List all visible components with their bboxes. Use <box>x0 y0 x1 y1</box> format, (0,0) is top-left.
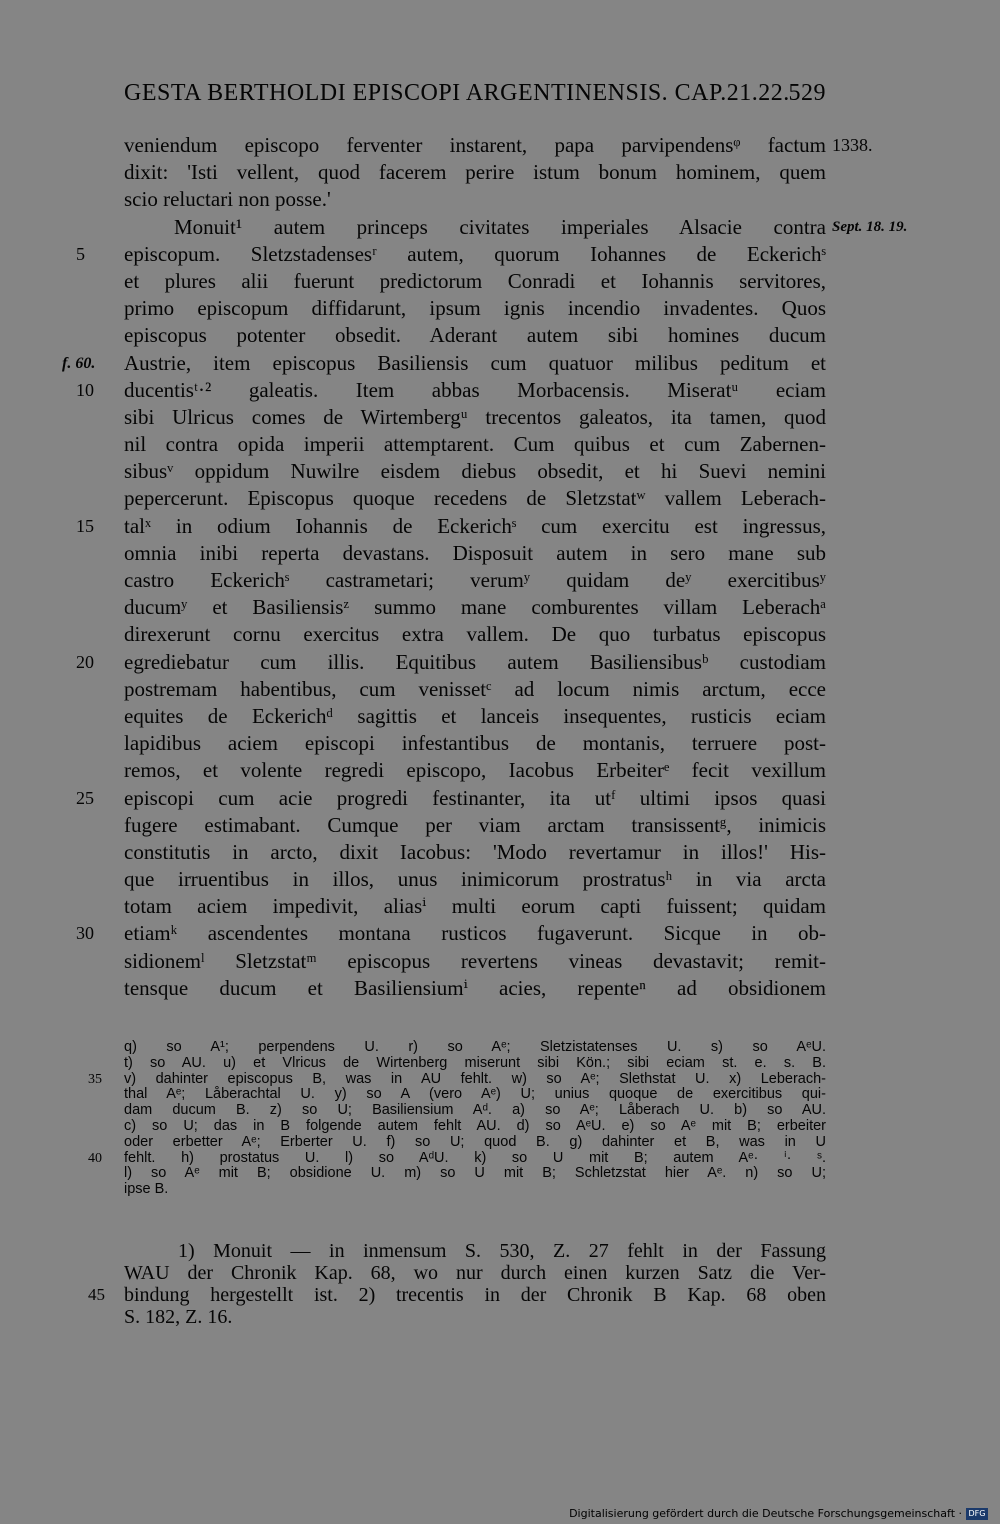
text-line-content: talˣ in odium Iohannis de Eckerichˢ cum exercitu est ingressus, <box>124 513 826 538</box>
text-line <box>124 676 826 703</box>
dfg-logo: DFG <box>966 1508 988 1520</box>
footnote-line <box>124 1056 826 1072</box>
text-line <box>124 975 826 1002</box>
text-line-content: equites de Eckerichᵈ sagittis et lanceis insequentes, rusticis eciam <box>124 703 826 728</box>
footnote-line <box>124 1182 826 1198</box>
text-line-content: episcopum. Sletzstadensesʳ autem, quorum Iohannes de Eckerichˢ <box>124 241 826 266</box>
text-line-content: episcopus potenter obsedit. Aderant autem sibi homines ducum <box>124 323 826 348</box>
text-line <box>124 186 826 213</box>
note-line <box>124 1240 826 1262</box>
text-line-content: pepercerunt. Episcopus quoque recedens de Sletzstatʷ vallem Leberach- <box>124 486 826 511</box>
text-line-content: dixit: 'Isti vellent, quod facerem perire istum bonum hominem, quem <box>124 160 826 185</box>
footnote-line <box>124 1135 826 1151</box>
note-line-content: 1) Monuit — in inmensum S. 530, Z. 27 fehlt in der Fassung <box>178 1240 826 1262</box>
line-number: 20 <box>76 651 94 672</box>
text-line-content: primo episcopum diffidarunt, ipsum ignis incendio invadentes. Quos <box>124 296 826 321</box>
line-number: 35 <box>88 1071 102 1087</box>
footnote-line-content: l) so Aᵉ mit B; obsidione U. m) so U mit B; Schletzstat hier Aᵉ. n) so U; <box>124 1165 826 1182</box>
text-line-content: omnia inibi reperta devastans. Disposuit autem in sero mane sub <box>124 540 826 565</box>
text-line-content: direxerunt cornu exercitus extra vallem. De quo turbatus episcopus <box>124 622 826 647</box>
note-line-content: bindung hergestellt ist. 2) trecentis in der Chronik B Kap. 68 oben <box>124 1284 826 1306</box>
critical-apparatus <box>88 1039 826 1198</box>
header-title: GESTA BERTHOLDI EPISCOPI ARGENTINENSIS. CAP.21.22. <box>124 80 790 106</box>
footnote-line-content: oder erbetter Aᵉ; Erberter U. f) so U; quod B. g) dahinter et B, was in U <box>124 1133 826 1150</box>
explanatory-notes <box>88 1240 826 1328</box>
margin-folio: f. 60. <box>62 354 96 372</box>
text-line <box>76 920 826 947</box>
text-line <box>76 241 826 268</box>
text-line <box>124 757 826 784</box>
line-number: 45 <box>88 1285 105 1304</box>
main-text <box>62 132 908 1002</box>
running-header <box>124 80 826 107</box>
text-line-content: postremam habentibus, cum venissetᶜ ad locum nimis arctum, ecce <box>124 676 826 701</box>
footnote-line <box>88 1149 826 1167</box>
text-line <box>124 540 826 567</box>
text-line <box>124 431 826 458</box>
text-line-content: remos, et volente regredi episcopo, Iacobus Erbeiterᵉ fecit vexillum <box>124 758 826 783</box>
text-line-content: et plures alii fuerunt predictorum Conradi et Iohannis servitores, <box>124 268 826 293</box>
text-line <box>124 948 826 975</box>
text-line <box>124 594 826 621</box>
footer-text: Digitalisierung gefördert durch die Deutsche Forschungsgemeinschaft · <box>569 1507 962 1520</box>
text-line <box>124 485 826 512</box>
text-line <box>124 295 826 322</box>
text-line-content: egrediebatur cum illis. Equitibus autem Basiliensibusᵇ custodiam <box>124 649 826 674</box>
note-line <box>124 1306 826 1328</box>
text-line <box>62 350 826 377</box>
text-line <box>124 322 826 349</box>
text-line <box>124 839 826 866</box>
footnote-line-content: fehlt. h) prostatus U. l) so AᵈU. k) so U mit B; autem Aᵉ· ⁱ· ˢ. <box>124 1149 826 1166</box>
text-line-content: fugere estimabant. Cumque per viam arctam transissentᵍ, inimicis <box>124 812 826 837</box>
text-line-content: episcopi cum acie progredi festinanter, ita utᶠ ultimi ipsos quasi <box>124 785 826 810</box>
margin-date: Sept. 18. 19. <box>832 218 908 235</box>
note-line <box>124 1262 826 1284</box>
text-line-content: lapidibus aciem episcopi infestantibus de montanis, terruere post- <box>124 731 826 756</box>
footnote-line <box>88 1070 826 1088</box>
footnote-line-content: c) so U; das in B folgende autem fehlt AU. d) so AᵉU. e) so Aᵉ mit B; erbeiter <box>124 1117 826 1134</box>
text-line-content: nil contra opida imperii attemptarent. Cum quibus et cum Zabernen- <box>124 432 826 457</box>
text-line <box>124 458 826 485</box>
dfg-footer <box>569 1507 988 1520</box>
footnote-line-content: t) so AU. u) et Vlricus de Wirtenberg miserunt sibi Kön.; sibi eciam st. e. s. B. <box>124 1054 826 1071</box>
text-line-content: scio reluctari non posse.' <box>124 187 331 212</box>
margin-date: 1338. <box>832 135 873 155</box>
line-number: 15 <box>76 515 94 536</box>
text-line <box>76 649 826 676</box>
footnote-line-content: v) dahinter episcopus B, was in AU fehlt. w) so Aᵉ; Slethstat U. x) Leberach- <box>124 1070 826 1087</box>
line-number: 40 <box>88 1150 102 1166</box>
text-line-content: constitutis in arcto, dixit Iacobus: 'Modo revertamur in illos!' His- <box>124 839 826 864</box>
line-number: 25 <box>76 787 94 808</box>
text-line <box>124 812 826 839</box>
text-line-content: etiamᵏ ascendentes montana rusticos fugaverunt. Sicque in ob- <box>124 921 826 946</box>
text-line <box>124 567 826 594</box>
footnote-line-content: dam ducum B. z) so U; Basiliensium Aᵈ. a) so Aᵉ; Låberach U. b) so AU. <box>124 1102 826 1119</box>
text-line <box>124 404 826 431</box>
note-line-content: WAU der Chronik Kap. 68, wo nur durch einen kurzen Satz die Ver- <box>124 1262 826 1284</box>
footnote-line <box>124 1119 826 1135</box>
text-line <box>124 621 826 648</box>
text-line-content: ducentisᵗ·² galeatis. Item abbas Morbacensis. Miseratᵘ eciam <box>124 377 826 402</box>
text-line-content: tensque ducum et Basiliensiumⁱ acies, repenteⁿ ad obsidionem <box>124 975 826 1000</box>
line-number: 30 <box>76 923 94 944</box>
text-line-content: Monuit¹ autem princeps civitates imperiales Alsacie contra <box>174 214 826 239</box>
footnote-line-content: thal Aᵉ; Låberachtal U. y) so A (vero Aᵉ) U; unius quoque de exercitibus qui- <box>124 1086 826 1103</box>
footnote-line <box>124 1087 826 1103</box>
text-line <box>124 214 908 241</box>
text-line <box>76 785 826 812</box>
text-line <box>124 132 873 159</box>
footnote-line <box>124 1103 826 1119</box>
text-line-content: totam aciem impedivit, aliasⁱ multi eorum capti fuissent; quidam <box>124 894 826 919</box>
text-line-content: ducumʸ et Basiliensisᶻ summo mane comburentes villam Leberachᵃ <box>124 595 826 620</box>
footnote-line <box>124 1166 826 1182</box>
text-line-content: Austrie, item episcopus Basiliensis cum quatuor milibus peditum et <box>124 350 826 375</box>
note-line <box>88 1284 826 1306</box>
text-line-content: sidionemˡ Sletzstatᵐ episcopus revertens vineas devastavit; remit- <box>124 948 826 973</box>
text-line-content: castro Eckerichˢ castrametari; verumʸ quidam deʸ exercitibusʸ <box>124 568 826 592</box>
line-number: 5 <box>76 243 85 264</box>
text-line <box>124 159 826 186</box>
line-number: 10 <box>76 379 94 400</box>
text-line-content: sibi Ulricus comes de Wirtembergᵘ trecentos galeatos, ita tamen, quod <box>124 404 826 429</box>
text-line <box>124 730 826 757</box>
text-line <box>124 703 826 730</box>
text-line <box>76 377 826 404</box>
text-line-content: sibusᵛ oppidum Nuwilre eisdem diebus obsedit, et hi Suevi nemini <box>124 459 826 484</box>
text-line-content: que irruentibus in illos, unus inimicorum prostratusʰ in via arcta <box>124 867 826 892</box>
page-number: 529 <box>788 80 826 106</box>
text-line-content: veniendum episcopo ferventer instarent, papa parvipendensᵠ factum <box>124 133 826 157</box>
footnote-line-content: q) so A¹; perpendens U. r) so Aᵉ; Sletzistatenses U. s) so AᵉU. <box>124 1039 826 1055</box>
footnote-line-content: ipse B. <box>124 1181 169 1198</box>
text-line <box>124 268 826 295</box>
footnote-line <box>124 1040 826 1056</box>
note-line-content: S. 182, Z. 16. <box>124 1306 233 1328</box>
text-line <box>124 866 826 893</box>
text-line <box>124 893 826 920</box>
text-line <box>76 513 826 540</box>
